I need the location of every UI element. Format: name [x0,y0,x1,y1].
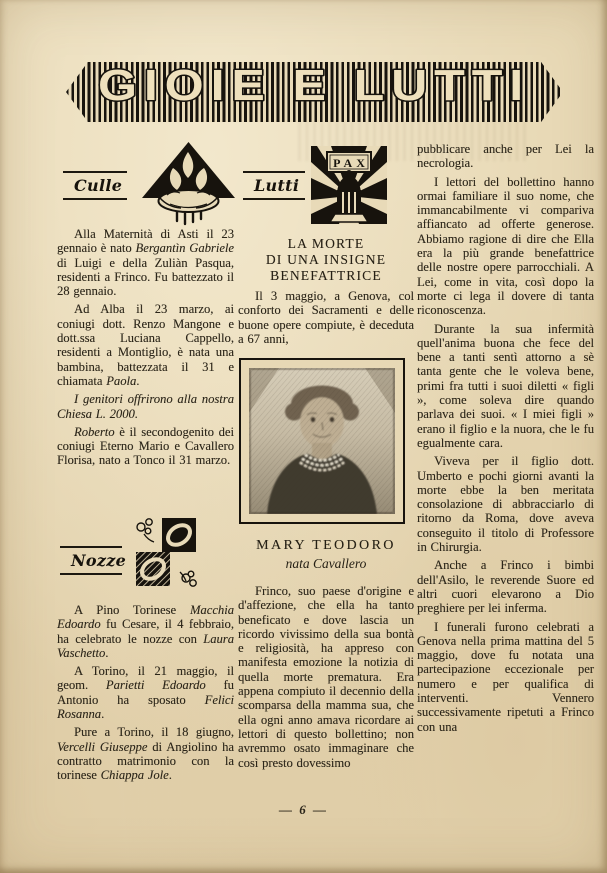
body-paragraph: Ad Alba il 23 marzo, ai coniugi dott. Renzo Mangone e dott.ssa Luciana Cappello, residenti a Montiglio, è nata una bambina, battezzata il 31 e chiamata Paola. [57,302,234,388]
body-paragraph: pubblicare anche per Lei la necrologia. [417,142,594,171]
section-header-culle [63,171,127,200]
body-paragraph: Pure a Torino, il 18 giugno, Vercelli Giuseppe di Angiolino ha contratto matrimonio con la torinese Chiappa Jole. [57,725,234,783]
body-paragraph: Frinco, suo paese d'origine e d'affezione, che ella ha tanto beneficato e dove lascia un ricordo vivissimo della sua bontà e religiosità, ha appreso con manifesta emozione la notizia di quella morte prematura. Era appena compiuto il decennio della scomparsa della mamma sua, che ella ogni anno amava ricordare ai lettori di questo bollettino; non avremmo osato immaginare che così presto dovessimo [238,584,414,770]
column-2-body-text [238,584,414,774]
page-number: — 6 — [279,802,328,817]
obituary-heading-line: LA MORTE [287,236,365,251]
section-label-nozze: Nozze [71,551,127,570]
pax-text: PAX [333,156,369,170]
column-1-culle-text [57,227,234,472]
section-label-culle: Culle [74,176,123,195]
body-paragraph: Anche a Frinco i bimbi dell'Asilo, le reverende Suore ed altri cuori elevarono a Dio preghiere per lei inferma. [417,558,594,616]
column-1-nozze-text [57,603,234,787]
body-paragraph: Alla Maternità di Asti il 23 gennaio è nato Bergantìn Gabriele di Luigi e della Zuliàn Pasqua, residenti a Frinco. Fu battezzato il 28 gennaio. [57,227,234,299]
obituary-heading-line: DI UNA INSIGNE [265,251,387,267]
body-paragraph: I genitori offrirono alla nostra Chiesa L. 2000. [57,392,234,421]
banner-title: GIOIE E LUTTI [98,62,530,110]
section-header-nozze [60,546,127,575]
body-paragraph: I lettori del bollettino hanno ormai familiare il suo nome, che immancabilmente vi compariva affiancato ad offerte generose. Abbiamo ragione di dire che Ella era la più grande benefattrice delle nostre opere parrocchiali. A Lei, come in vita, così dopo la morte ci lega il dovere di tanta riconoscenza. [417,174,594,318]
section-header-lutti [243,171,305,200]
body-paragraph: Durante la sua infermità quell'anima buona che fece del bene a tanti sentì attorno a sè tanta gente che le voleva bene, primi fra tutti i suoi diletti « figli », come soleva dire quando parlava dei suoi. « I miei figli » erano il figlio e la nuora, che le fu egualmente cara. [417,321,594,450]
photo-caption-subtitle: nata Cavallero [285,556,367,571]
photo-caption [238,538,414,572]
body-paragraph: A Pino Torinese Macchia Edoardo fu Cesare, il 4 febbraio, ha celebrato le nozze con Laura Vaschetto. [57,603,234,660]
pax-memorial-icon [311,146,387,224]
banner-title-art [66,62,563,122]
column-2-intro-text [238,289,414,350]
cradle-hands-icon [140,141,237,226]
wedding-rings-icon [132,514,200,590]
section-label-lutti: Lutti [254,176,300,195]
title-banner [66,62,563,122]
body-paragraph: Il 3 maggio, a Genova, col conforto dei Sacramenti e delle buone opere compiute, è deceduta a 67 anni, [238,289,414,346]
body-paragraph: A Torino, il 21 maggio, il geom. Parietti Edoardo fu Antonio ha sposato Felici Rosanna. [57,664,234,722]
photo-caption-name: MARY TEODORO [256,538,396,553]
body-paragraph: Viveva per il figlio dott. Umberto e pochi giorni avanti la morte ebbe la ben meritata consolazione di abbracciarlo di ritorno da Roma, dove aveva conseguito il titolo di Professore in Chirurgia. [417,454,594,555]
portrait-photo-art [249,368,395,514]
obituary-heading-line: BENEFATTRICE [270,267,382,283]
column-3-text [417,142,594,738]
portrait-photo [239,358,405,524]
body-paragraph: I funerali furono celebrati a Genova nella prima mattina del 5 maggio, dove fu notata una partecipazione eccezionale per numero e per qualifica di interventi. Vennero successivamente ripetuti a Frinco con una [417,619,594,734]
body-paragraph: Roberto è il secondogenito dei coniugi Eterno Mario e Cavallero Florisa, nato a Tonco il 31 marzo. [57,424,234,468]
obituary-heading [238,236,414,283]
